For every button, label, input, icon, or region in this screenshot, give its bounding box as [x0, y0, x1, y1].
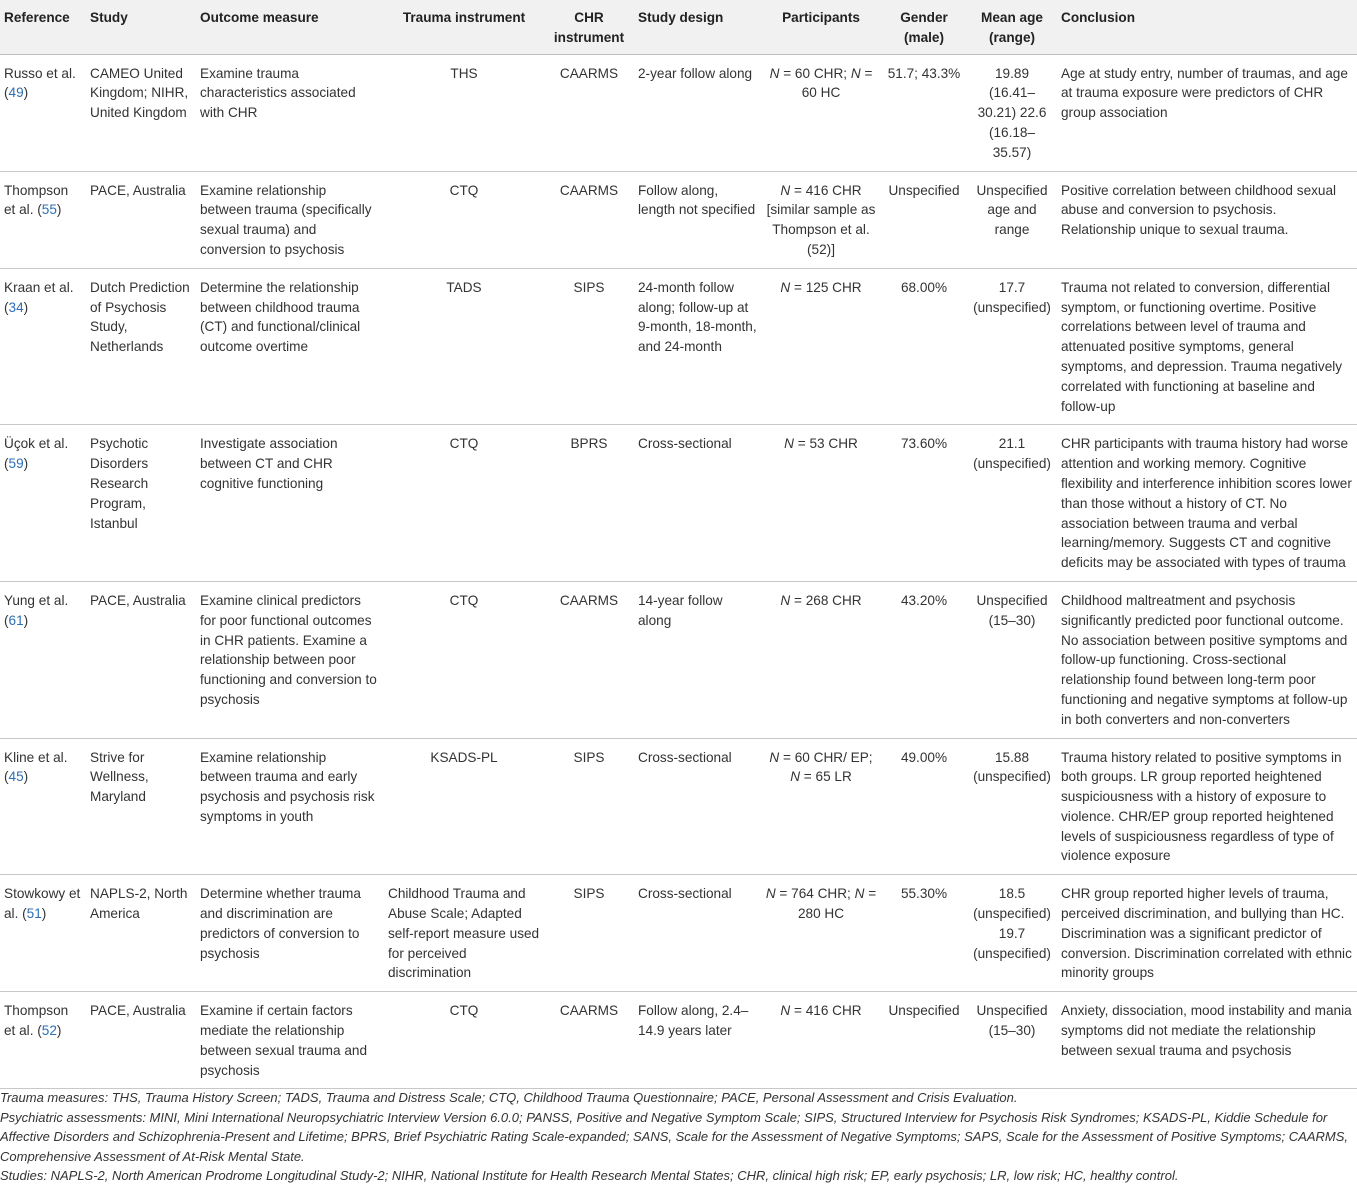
cell-mean-age: Unspecified (15–30) — [967, 992, 1057, 1089]
cell-conclusion: Childhood maltreatment and psychosis significantly predicted poor functional outcome. No association between positive symptoms and follow-up functioning. Cross-sectional relationship found between long-term poor functioning and negative symptoms at follow-up in both converters and non-converters — [1057, 581, 1357, 738]
reference-authors: Stowkowy et al. — [4, 886, 81, 922]
cell-study: Psychotic Disorders Research Program, Istanbul — [86, 425, 196, 582]
reference-authors: Yung et al. — [4, 592, 69, 608]
cell-study-design: Follow along, length not specified — [634, 171, 761, 268]
cell-mean-age: 18.5 (unspecified) 19.7 (unspecified) — [967, 875, 1057, 992]
cell-chr-instrument: SIPS — [544, 738, 634, 875]
table-row — [0, 738, 1357, 875]
cell-trauma-instrument: CTQ — [384, 992, 544, 1089]
cell-conclusion: Age at study entry, number of traumas, and age at trauma exposure were predictors of CHR group association — [1057, 54, 1357, 171]
cell-participants: N = 268 CHR — [761, 581, 881, 738]
cell-participants: N = 125 CHR — [761, 268, 881, 425]
cell-trauma-instrument: CTQ — [384, 581, 544, 738]
cell-outcome: Examine if certain factors mediate the relationship between sexual trauma and psychosis — [196, 992, 384, 1089]
table-row — [0, 425, 1357, 582]
cell-study: CAMEO United Kingdom; NIHR, United Kingdom — [86, 54, 196, 171]
header-study-design: Study design — [634, 0, 761, 54]
cell-mean-age: 15.88 (unspecified) — [967, 738, 1057, 875]
cell-trauma-instrument: THS — [384, 54, 544, 171]
cell-reference: Russo et al. (49) — [0, 54, 86, 171]
cell-gender: 55.30% — [881, 875, 967, 992]
cell-chr-instrument: SIPS — [544, 268, 634, 425]
table-footnotes — [0, 1088, 1350, 1186]
header-participants: Participants — [761, 0, 881, 54]
cell-gender: 73.60% — [881, 425, 967, 582]
cell-trauma-instrument: Childhood Trauma and Abuse Scale; Adapted self-report measure used for perceived discrimination — [384, 875, 544, 992]
reference-link[interactable]: 51 — [26, 906, 42, 922]
cell-conclusion: Positive correlation between childhood sexual abuse and conversion to psychosis. Relationship unique to sexual trauma. — [1057, 171, 1357, 268]
cell-reference: Stowkowy et al. (51) — [0, 875, 86, 992]
header-gender: Gender (male) — [881, 0, 967, 54]
cell-study-design: Cross-sectional — [634, 738, 761, 875]
cell-trauma-instrument: CTQ — [384, 171, 544, 268]
cell-gender: Unspecified — [881, 171, 967, 268]
reference-authors: Üçok et al. — [4, 436, 69, 452]
cell-study: Dutch Prediction of Psychosis Study, Netherlands — [86, 268, 196, 425]
cell-study: PACE, Australia — [86, 581, 196, 738]
cell-reference: Yung et al. (61) — [0, 581, 86, 738]
footnote-trauma-measures: Trauma measures: THS, Trauma History Screen; TADS, Trauma and Distress Scale; CTQ, Childhood Trauma Questionnaire; PACE, Personal Assessment and Crisis Evaluation. — [0, 1090, 1018, 1105]
cell-reference: Thompson et al. (52) — [0, 992, 86, 1089]
cell-outcome: Examine clinical predictors for poor functional outcomes in CHR patients. Examine a relationship between poor functioning and conversion to psychosis — [196, 581, 384, 738]
cell-outcome: Determine whether trauma and discrimination are predictors of conversion to psychosis — [196, 875, 384, 992]
reference-link[interactable]: 34 — [8, 299, 24, 315]
cell-gender: Unspecified — [881, 992, 967, 1089]
cell-study-design: 24-month follow along; follow-up at 9-month, 18-month, and 24-month — [634, 268, 761, 425]
cell-outcome: Examine relationship between trauma (specifically sexual trauma) and conversion to psychosis — [196, 171, 384, 268]
cell-chr-instrument: CAARMS — [544, 992, 634, 1089]
cell-gender: 51.7; 43.3% — [881, 54, 967, 171]
cell-study: PACE, Australia — [86, 992, 196, 1089]
cell-outcome: Examine relationship between trauma and early psychosis and psychosis risk symptoms in youth — [196, 738, 384, 875]
cell-conclusion: Anxiety, dissociation, mood instability and mania symptoms did not mediate the relationship between sexual trauma and psychosis — [1057, 992, 1357, 1089]
reference-authors: Thompson et al. — [4, 182, 69, 218]
cell-study-design: Cross-sectional — [634, 875, 761, 992]
cell-chr-instrument: CAARMS — [544, 581, 634, 738]
table-row — [0, 581, 1357, 738]
cell-gender: 43.20% — [881, 581, 967, 738]
reference-authors: Kline et al. — [4, 749, 68, 765]
cell-participants: N = 416 CHR — [761, 992, 881, 1089]
cell-study: PACE, Australia — [86, 171, 196, 268]
reference-link[interactable]: 61 — [8, 612, 24, 628]
table-row — [0, 268, 1357, 425]
cell-outcome: Investigate association between CT and CHR cognitive functioning — [196, 425, 384, 582]
cell-conclusion: CHR participants with trauma history had worse attention and working memory. Cognitive flexibility and interference inhibition scores lower than those without a history of CT. No association between trauma and verbal learning/memory. Suggests CT and cognitive deficits may be associated with types of trauma — [1057, 425, 1357, 582]
header-conclusion: Conclusion — [1057, 0, 1357, 54]
cell-conclusion: Trauma history related to positive symptoms in both groups. LR group reported heightened suspiciousness with a history of exposure to violence. CHR/EP group reported heightened levels of suspiciousness regardless of type of violence exposure — [1057, 738, 1357, 875]
cell-conclusion: Trauma not related to conversion, differential symptom, or functioning overtime. Positive correlations between level of trauma and attenuated positive symptoms, general symptoms, and depression. Trauma negatively correlated with functioning at baseline and follow-up — [1057, 268, 1357, 425]
cell-trauma-instrument: CTQ — [384, 425, 544, 582]
header-study: Study — [86, 0, 196, 54]
reference-authors: Russo et al. — [4, 65, 76, 81]
table-row — [0, 992, 1357, 1089]
cell-outcome: Examine trauma characteristics associated with CHR — [196, 54, 384, 171]
reference-authors: Thompson et al. — [4, 1003, 69, 1039]
cell-participants: N = 53 CHR — [761, 425, 881, 582]
cell-participants: N = 60 CHR/ EP; N = 65 LR — [761, 738, 881, 875]
table-header-row — [0, 0, 1357, 54]
cell-reference: Thompson et al. (55) — [0, 171, 86, 268]
cell-gender: 68.00% — [881, 268, 967, 425]
cell-study-design: Cross-sectional — [634, 425, 761, 582]
cell-study: NAPLS-2, North America — [86, 875, 196, 992]
cell-study: Strive for Wellness, Maryland — [86, 738, 196, 875]
cell-chr-instrument: CAARMS — [544, 54, 634, 171]
reference-authors: Kraan et al. — [4, 279, 74, 295]
cell-mean-age: Unspecified (15–30) — [967, 581, 1057, 738]
reference-link[interactable]: 52 — [41, 1023, 57, 1039]
table-row — [0, 171, 1357, 268]
cell-participants: N = 60 CHR; N = 60 HC — [761, 54, 881, 171]
table-row — [0, 875, 1357, 992]
cell-participants: N = 764 CHR; N = 280 HC — [761, 875, 881, 992]
footnote-psychiatric-assessments: Psychiatric assessments: MINI, Mini International Neuropsychiatric Interview Version 6.0.0; PANSS, Positive and Negative Symptom Scale; SIPS, Structured Interview for Psychosis Risk Syndromes; KSADS-PL, Kiddie Schedule for Affective Disorders and Schizophrenia-Present and Lifetime; BPRS, Brief Psychiatric Rating Scale-expanded; SANS, Scale for the Assessment of Negative Symptoms; SAPS, Scale for the Assessment of Positive Symptoms; CAARMS, Comprehensive Assessment of At-Risk Mental State. — [0, 1109, 1349, 1164]
cell-study-design: 14-year follow along — [634, 581, 761, 738]
header-trauma-instrument: Trauma instrument — [384, 0, 544, 54]
cell-chr-instrument: BPRS — [544, 425, 634, 582]
cell-trauma-instrument: TADS — [384, 268, 544, 425]
cell-participants: N = 416 CHR [similar sample as Thompson et al. (52)] — [761, 171, 881, 268]
cell-chr-instrument: SIPS — [544, 875, 634, 992]
header-chr-instrument: CHR instrument — [544, 0, 634, 54]
reference-link[interactable]: 55 — [41, 202, 57, 218]
cell-gender: 49.00% — [881, 738, 967, 875]
header-reference: Reference — [0, 0, 86, 54]
cell-reference: Kraan et al. (34) — [0, 268, 86, 425]
table-row — [0, 54, 1357, 171]
cell-reference: Kline et al. (45) — [0, 738, 86, 875]
cell-reference: Üçok et al. (59) — [0, 425, 86, 582]
cell-outcome: Determine the relationship between childhood trauma (CT) and functional/clinical outcome overtime — [196, 268, 384, 425]
header-outcome: Outcome measure — [196, 0, 384, 54]
cell-conclusion: CHR group reported higher levels of trauma, perceived discrimination, and bullying than HC. Discrimination was a significant predictor of conversion. Discrimination correlated with ethnic minority groups — [1057, 875, 1357, 992]
footnote-studies: Studies: NAPLS-2, North American Prodrome Longitudinal Study-2; NIHR, National Institute for Health Research Mental States; CHR, clinical high risk; EP, early psychosis; LR, low risk; HC, healthy control. — [0, 1168, 1179, 1183]
header-mean-age: Mean age (range) — [967, 0, 1057, 54]
cell-study-design: Follow along, 2.4–14.9 years later — [634, 992, 761, 1089]
cell-chr-instrument: CAARMS — [544, 171, 634, 268]
reference-link[interactable]: 59 — [8, 456, 24, 472]
cell-mean-age: Unspecified age and range — [967, 171, 1057, 268]
cell-study-design: 2-year follow along — [634, 54, 761, 171]
cell-mean-age: 19.89 (16.41–30.21) 22.6 (16.18–35.57) — [967, 54, 1057, 171]
reference-link[interactable]: 49 — [8, 85, 24, 101]
reference-link[interactable]: 45 — [8, 769, 24, 785]
cell-mean-age: 21.1 (unspecified) — [967, 425, 1057, 582]
cell-mean-age: 17.7 (unspecified) — [967, 268, 1057, 425]
cell-trauma-instrument: KSADS-PL — [384, 738, 544, 875]
